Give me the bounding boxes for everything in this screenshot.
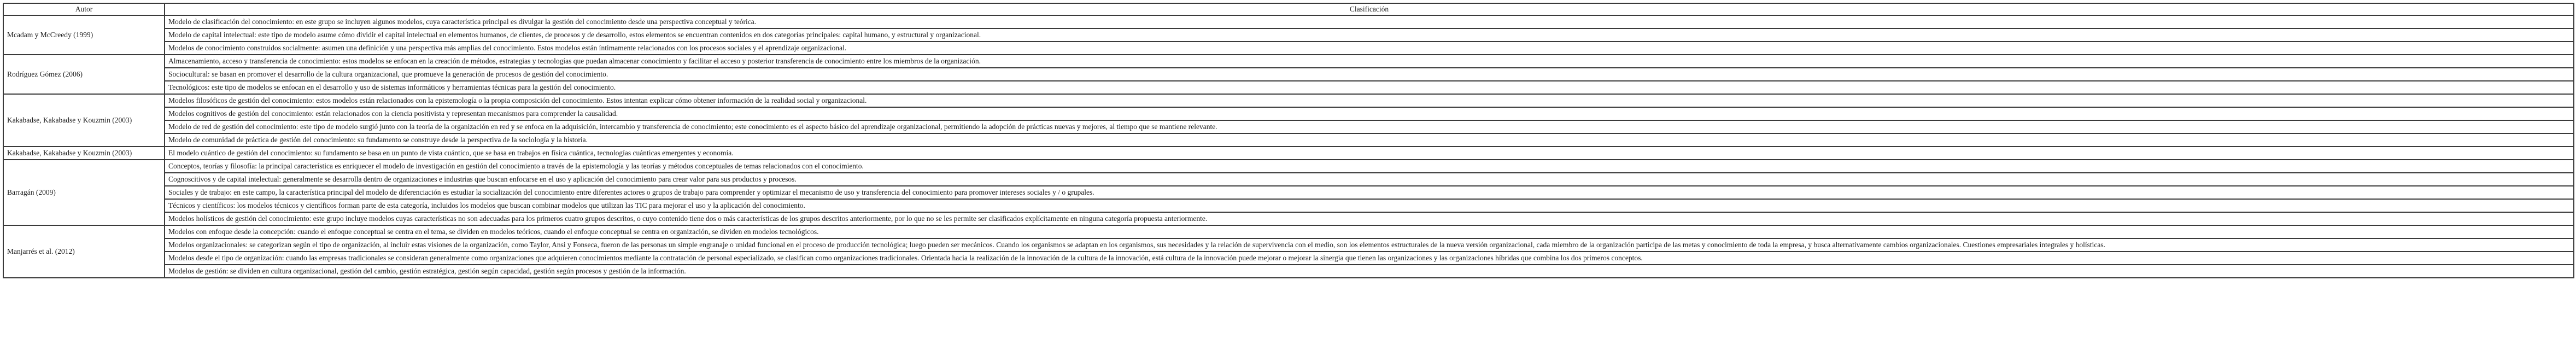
table-row — [3, 42, 2574, 55]
classification-cell: Modelos de conocimiento construidos socialmente: asumen una definición y una perspectiva más amplias del conocimiento. Estos modelos están íntimamente relacionados con los procesos sociales y el aprendizaje organizacional. — [165, 42, 2574, 55]
table-row — [3, 68, 2574, 81]
table-row — [3, 107, 2574, 120]
classification-cell: Modelo de red de gestión del conocimiento: este tipo de modelo surgió junto con la teoría de la organización en red y se enfoca en la adquisición, intercambio y transferencia de conocimiento; este conocimiento es el aspecto básico del aprendizaje organizacional, permitiendo la adopción de prácticas nuevas y mejores, al tiempo que se mantiene relevante. — [165, 120, 2574, 133]
header-classification: Clasificación — [165, 3, 2574, 15]
classification-cell: Modelo de capital intelectual: este tipo de modelo asume cómo dividir el capital intelectual en elementos humanos, de clientes, de procesos y de desarrollo, estos elementos se encuentran contenidos en dos categorías principales: capital humano, y estructural y organizacional. — [165, 28, 2574, 42]
table-row — [3, 133, 2574, 147]
table-row — [3, 199, 2574, 212]
table-row — [3, 160, 2574, 173]
classification-cell: El modelo cuántico de gestión del conocimiento: su fundamento se basa en un punto de vista cuántico, que se basa en trabajos en física cuántica, tecnologías cuánticas emergentes y economía. — [165, 147, 2574, 160]
knowledge-management-classification-table — [3, 3, 2574, 278]
table-header-row — [3, 3, 2574, 15]
classification-table-container — [3, 3, 2573, 278]
classification-cell: Modelos filosóficos de gestión del conocimiento: estos modelos están relacionados con la epistemología o la propia composición del conocimiento. Estos intentan explicar cómo obtener información de la realidad social y organizacional. — [165, 94, 2574, 107]
classification-cell: Cognoscitivos y de capital intelectual: generalmente se desarrolla dentro de organizaciones e industrias que buscan enfocarse en el uso y aplicación del conocimiento para crear valor para sus productos y procesos. — [165, 173, 2574, 186]
table-row — [3, 147, 2574, 160]
classification-cell: Modelos holísticos de gestión del conocimiento: este grupo incluye modelos cuyas características no son adecuadas para los primeros cuatro grupos descritos, o cuyo contenido tiene dos o más características de los grupos descritos anteriormente, por lo que no se les permite ser clasificados explícitamente en ninguna categoría propuesta anteriormente. — [165, 212, 2574, 225]
author-cell: Rodríguez Gómez (2006) — [3, 55, 165, 94]
classification-cell: Modelos de gestión: se dividen en cultura organizacional, gestión del cambio, gestión estratégica, gestión según capacidad, gestión según procesos y gestión de la información. — [165, 265, 2574, 278]
table-row — [3, 265, 2574, 278]
header-author: Autor — [3, 3, 165, 15]
classification-cell: Tecnológicos: este tipo de modelos se enfocan en el desarrollo y uso de sistemas informáticos y herramientas técnicas para la gestión del conocimiento. — [165, 81, 2574, 94]
author-cell: Barragán (2009) — [3, 160, 165, 225]
table-row — [3, 186, 2574, 199]
author-cell: Mcadam y McCreedy (1999) — [3, 15, 165, 55]
table-row — [3, 28, 2574, 42]
classification-cell: Modelo de comunidad de práctica de gestión del conocimiento: su fundamento se construye desde la perspectiva de la sociología y la historia. — [165, 133, 2574, 147]
table-row — [3, 225, 2574, 238]
table-row — [3, 15, 2574, 28]
table-row — [3, 55, 2574, 68]
classification-cell: Modelos organizacionales: se categorizan según el tipo de organización, al incluir estas visiones de la organización, como Taylor, Ansi y Fonseca, fueron de las personas un simple engranaje o unidad funcional en el proceso de producción tecnológica; luego pueden ser mecánicos. Cuando los organismos se adaptan en los organismos, sus necesidades y la relación de supervivencia con el medio, son los elementos estructurales de la nueva versión organizacional, cada miembro de la organización participa de las metas y conocimiento de toda la empresa, y busca alternativamente cambios organizacionales. Cuestiones empresariales integrales y holísticas. — [165, 238, 2574, 252]
table-row — [3, 173, 2574, 186]
table-row — [3, 212, 2574, 225]
author-cell: Kakabadse, Kakabadse y Kouzmin (2003) — [3, 147, 165, 160]
classification-cell: Modelos desde el tipo de organización: cuando las empresas tradicionales se consideran generalmente como organizaciones que adquieren conocimientos mediante la contratación de personal especializado, se clasifican como organizaciones tradicionales. Orientada hacia la realización de la innovación de la cultura de la innovación, está cultura de la innovación puede mejorar o mejorar la sinergia que tienen las organizaciones y las organizaciones híbridas que combina los dos primeros conceptos. — [165, 252, 2574, 265]
author-cell: Kakabadse, Kakabadse y Kouzmin (2003) — [3, 94, 165, 147]
table-row — [3, 252, 2574, 265]
classification-cell: Almacenamiento, acceso y transferencia de conocimiento: estos modelos se enfocan en la creación de métodos, estrategias y tecnologías que puedan almacenar conocimiento y facilitar el acceso y posterior transferencia de conocimiento entre los miembros de la organización. — [165, 55, 2574, 68]
classification-cell: Modelos cognitivos de gestión del conocimiento: están relacionados con la ciencia positivista y representan mecanismos para comprender la causalidad. — [165, 107, 2574, 120]
table-row — [3, 238, 2574, 252]
classification-cell: Sociales y de trabajo: en este campo, la característica principal del modelo de diferenciación es estudiar la socialización del conocimiento entre diferentes actores o grupos de trabajo para comprender y optimizar el mecanismo de uso y transferencia del conocimiento para promover intereses sociales y / o grupales. — [165, 186, 2574, 199]
classification-cell: Modelos con enfoque desde la concepción: cuando el enfoque conceptual se centra en el tema, se dividen en modelos teóricos, cuando el enfoque conceptual se centra en organización, se dividen en modelos tecnológicos. — [165, 225, 2574, 238]
classification-cell: Conceptos, teorías y filosofía: la principal característica es enriquecer el modelo de investigación en gestión del conocimiento a través de la epistemología y las teorías y métodos conceptuales de temas relacionados con el conocimiento. — [165, 160, 2574, 173]
classification-cell: Sociocultural: se basan en promover el desarrollo de la cultura organizacional, que promueve la generación de procesos de gestión del conocimiento. — [165, 68, 2574, 81]
table-row — [3, 94, 2574, 107]
classification-cell: Técnicos y científicos: los modelos técnicos y científicos forman parte de esta categoría, incluidos los modelos que buscan combinar modelos que utilizan las TIC para mejorar el uso y la aplicación del conocimiento. — [165, 199, 2574, 212]
table-row — [3, 120, 2574, 133]
classification-cell: Modelo de clasificación del conocimiento: en este grupo se incluyen algunos modelos, cuya característica principal es divulgar la gestión del conocimiento desde una perspectiva conceptual y teórica. — [165, 15, 2574, 28]
table-row — [3, 81, 2574, 94]
author-cell: Manjarrés et al. (2012) — [3, 225, 165, 278]
